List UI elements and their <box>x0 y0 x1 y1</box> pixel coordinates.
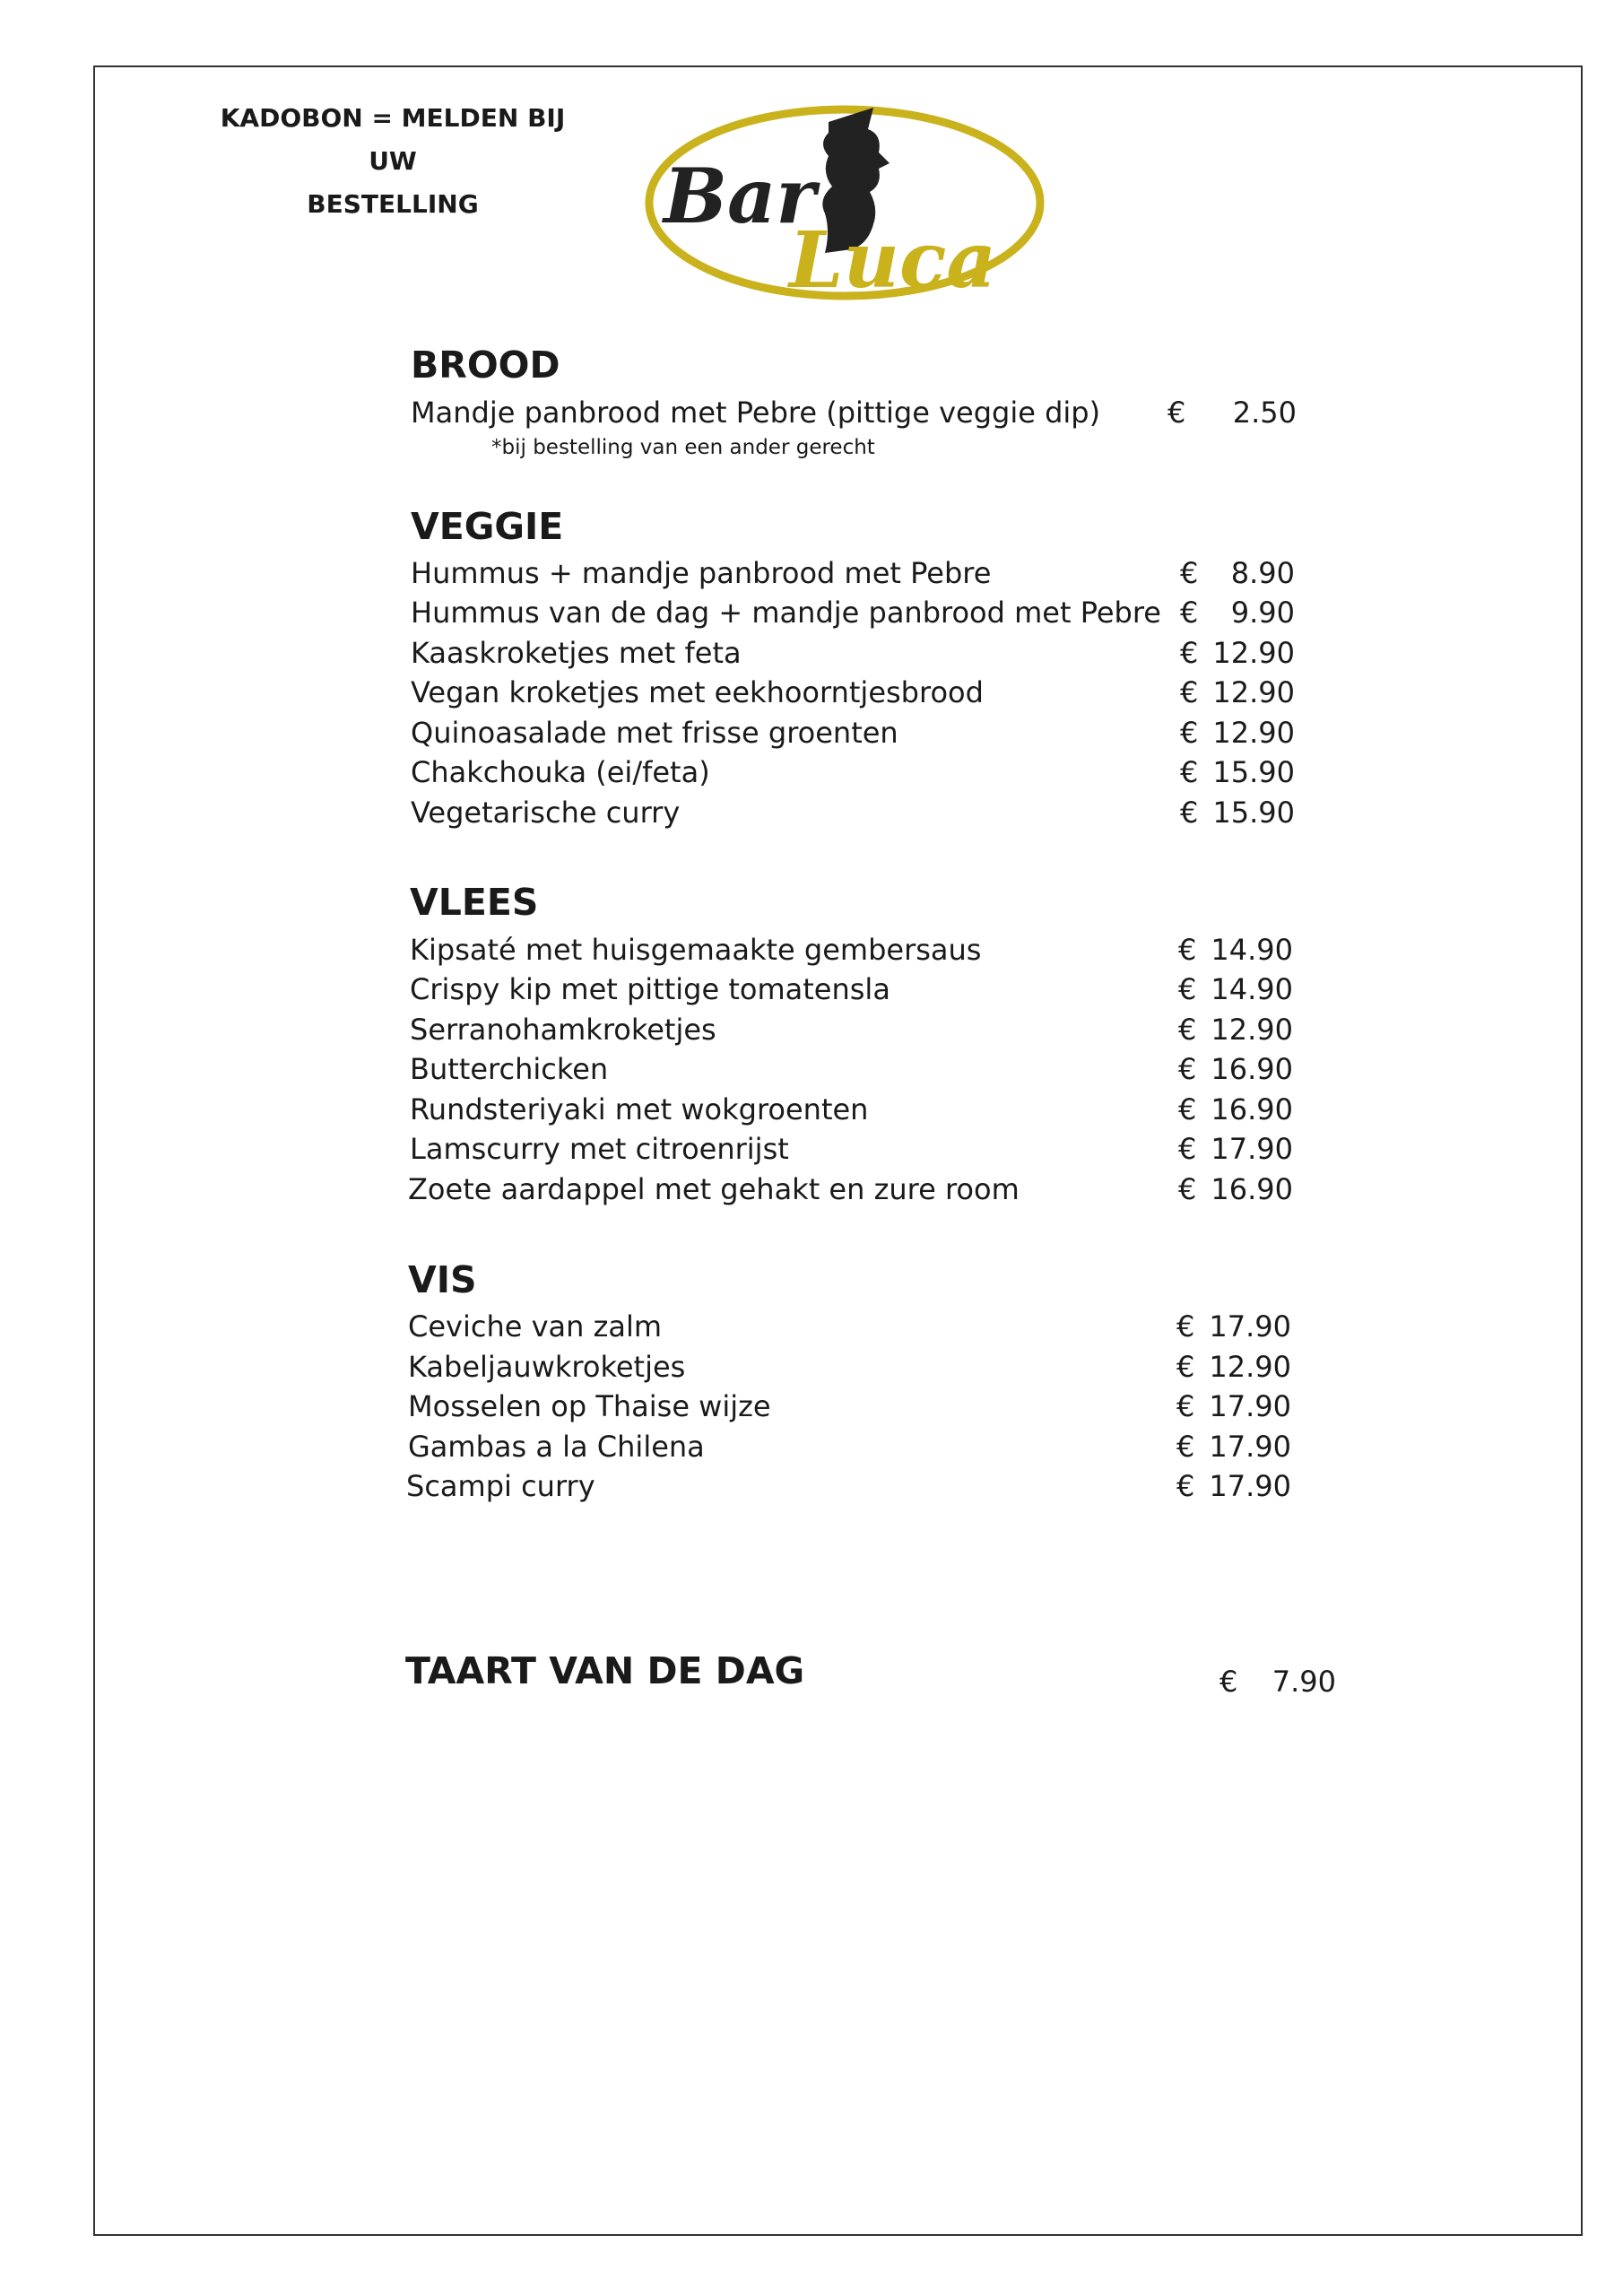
menu-item <box>0 1129 1623 1169</box>
item-name: Serranohamkroketjes <box>410 1013 716 1047</box>
euro-sign: € <box>1178 1052 1197 1086</box>
euro-sign: € <box>1178 1172 1197 1206</box>
menu-item <box>0 1090 1623 1129</box>
euro-sign: € <box>1176 1430 1195 1464</box>
item-name: Vegan kroketjes met eekhoorntjesbrood <box>411 675 984 709</box>
item-name: Zoete aardappel met gehakt en zure room <box>408 1172 1020 1206</box>
gift-voucher-notice <box>213 97 572 226</box>
euro-sign: € <box>1176 1389 1195 1423</box>
item-name: Kabeljauwkroketjes <box>408 1350 686 1384</box>
section-title: VIS <box>408 1258 477 1301</box>
menu-item <box>0 1466 1623 1506</box>
item-name: Quinoasalade met frisse groenten <box>411 716 898 750</box>
euro-sign: € <box>1178 933 1197 967</box>
menu-item <box>0 553 1623 593</box>
item-name: Hummus van de dag + mandje panbrood met Pebre <box>411 596 1161 630</box>
bar-luca-logo <box>638 88 1051 328</box>
menu-item <box>0 970 1623 1009</box>
item-price: 15.90 <box>1212 796 1295 830</box>
euro-sign: € <box>1176 1350 1195 1384</box>
logo-word-bar: Bar <box>664 152 816 240</box>
euro-sign: € <box>1178 1132 1197 1166</box>
item-name: Mosselen op Thaise wijze <box>408 1389 771 1423</box>
item-price: 17.90 <box>1211 1132 1293 1166</box>
euro-sign: € <box>1219 1665 1238 1699</box>
logo-word-luca: Luca <box>789 215 997 306</box>
euro-sign: € <box>1178 1013 1197 1047</box>
item-name: Gambas a la Chilena <box>408 1430 705 1464</box>
euro-sign: € <box>1180 636 1199 670</box>
euro-sign: € <box>1180 796 1199 830</box>
item-name: Ceviche van zalm <box>408 1309 663 1344</box>
menu-item <box>0 593 1623 632</box>
dessert-title: TAART VAN DE DAG <box>405 1649 805 1692</box>
item-price: 2.50 <box>1232 396 1297 430</box>
menu-item <box>0 393 1623 432</box>
item-name: Butterchicken <box>410 1052 609 1086</box>
item-price: 12.90 <box>1212 675 1295 709</box>
menu-item <box>0 1387 1623 1426</box>
menu-item <box>0 1307 1623 1346</box>
euro-sign: € <box>1180 556 1199 590</box>
item-name: Crispy kip met pittige tomatensla <box>410 972 890 1006</box>
item-price: 12.90 <box>1211 1013 1293 1047</box>
menu-item <box>0 713 1623 752</box>
section-title: BROOD <box>411 344 560 387</box>
euro-sign: € <box>1178 972 1197 1006</box>
euro-sign: € <box>1180 716 1199 750</box>
menu-item <box>0 1010 1623 1049</box>
notice-line-2: BESTELLING <box>307 189 479 219</box>
euro-sign: € <box>1180 755 1199 789</box>
item-price: 16.90 <box>1211 1052 1293 1086</box>
item-price: 12.90 <box>1212 716 1295 750</box>
item-price: 17.90 <box>1209 1389 1291 1423</box>
menu-item <box>0 633 1623 673</box>
menu-item <box>0 673 1623 712</box>
section-title: VEGGIE <box>411 505 564 548</box>
menu-item <box>0 1427 1623 1466</box>
item-name: Chakchouka (ei/feta) <box>411 755 710 789</box>
euro-sign: € <box>1178 1092 1197 1126</box>
section-title: VLEES <box>410 881 539 924</box>
menu-item <box>0 1049 1623 1089</box>
item-name: Mandje panbrood met Pebre (pittige veggie dip) <box>411 396 1101 430</box>
item-name: Rundsteriyaki met wokgroenten <box>410 1092 869 1126</box>
euro-sign: € <box>1180 675 1199 709</box>
item-price: 14.90 <box>1211 933 1293 967</box>
menu-item <box>0 1347 1623 1387</box>
dessert-price: 7.90 <box>1271 1665 1336 1699</box>
item-price: 12.90 <box>1212 636 1295 670</box>
menu-item <box>0 752 1623 792</box>
item-name: Kipsaté met huisgemaakte gembersaus <box>410 933 982 967</box>
item-price: 15.90 <box>1212 755 1295 789</box>
notice-line-1: KADOBON = MELDEN BIJ UW <box>220 103 566 176</box>
dessert-price-row <box>0 1662 1623 1701</box>
item-price: 17.90 <box>1209 1309 1291 1344</box>
menu-item <box>0 930 1623 970</box>
euro-sign: € <box>1180 596 1199 630</box>
item-price: 16.90 <box>1211 1092 1293 1126</box>
item-price: 8.90 <box>1230 556 1295 590</box>
item-price: 16.90 <box>1211 1172 1293 1206</box>
item-name: Vegetarische curry <box>411 796 681 830</box>
item-name: Scampi curry <box>406 1469 595 1503</box>
item-name: Kaaskroketjes met feta <box>411 636 742 670</box>
menu-item <box>0 793 1623 832</box>
item-price: 9.90 <box>1230 596 1295 630</box>
euro-sign: € <box>1176 1469 1195 1503</box>
item-price: 12.90 <box>1209 1350 1291 1384</box>
item-price: 17.90 <box>1209 1469 1291 1503</box>
item-price: 17.90 <box>1209 1430 1291 1464</box>
item-price: 14.90 <box>1211 972 1293 1006</box>
euro-sign: € <box>1176 1309 1195 1344</box>
item-name: Lamscurry met citroenrijst <box>410 1132 789 1166</box>
euro-sign: € <box>1167 396 1186 430</box>
item-name: Hummus + mandje panbrood met Pebre <box>411 556 992 590</box>
menu-item <box>0 1170 1623 1209</box>
item-note: *bij bestelling van een ander gerecht <box>491 436 875 459</box>
